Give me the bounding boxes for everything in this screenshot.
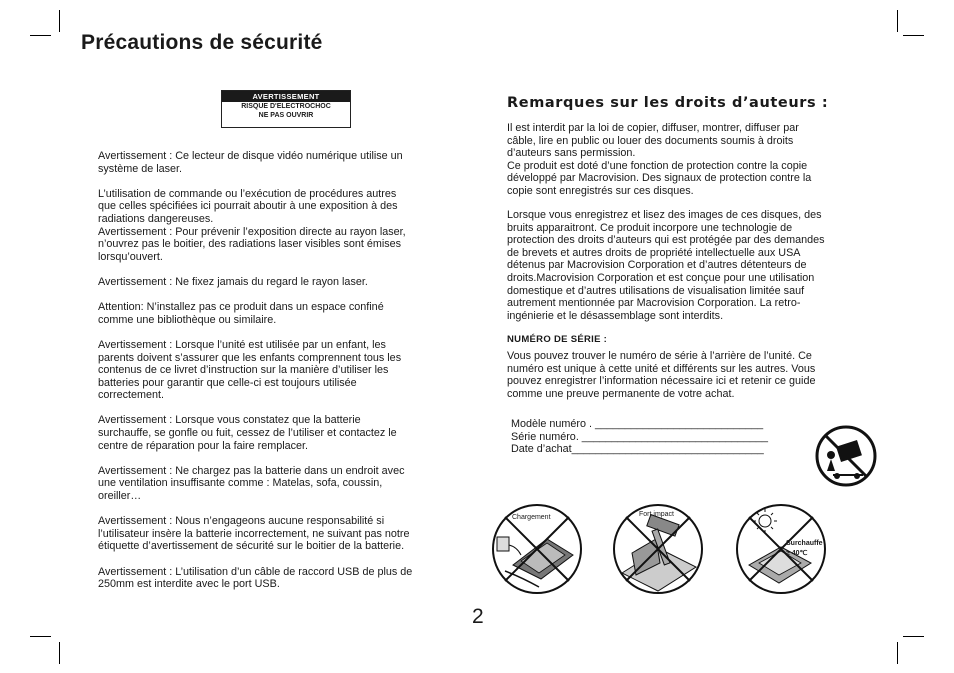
crop-mark <box>59 642 60 664</box>
copyright-paragraph: Lorsque vous enregistrez et lisez des images de ces disques, des bruits apparaitront. Ce produit incorpore une technologie de protection des droits d’auteurs qui est protégée par des demandes de brevets et autres droits de propriété intellectuelle aux USA détenus par Macrovision Corporation et d’autres détenteurs de droits.Macrovision Corporation et est conçue pour une utilisation domestique et d’autres utilisations de visualisation limitée sauf autrement mentionnée par Macrovision Corporation. La retro- ingénierie et le désassemblage sont interdits. <box>507 209 825 322</box>
copyright-paragraph: Il est interdit par la loi de copier, diffuser, montrer, diffuser par câble, lire en public ou louer des documents soumis à droits d’auteurs sans permission. Ce produit est doté d’une fonction de protection contre la copie développé par Macrovision. Des signaux de protection contre la copie sont enregistrés sur ces disques. <box>507 122 812 197</box>
copyright-text <box>507 122 867 198</box>
no-cart-tipover-icon <box>813 425 879 487</box>
warning-paragraph: Avertissement : Nous n’engageons aucune responsabilité si l’utilisateur insère la batterie incorrectement, ne suivant pas notre étiquette d’avertissement de sécurité sur le boitier de la batterie. <box>98 515 410 553</box>
model-number-field[interactable]: Modèle numéro . ____________________________ <box>511 418 764 430</box>
overheat-temperature: ≥ 40℃ <box>786 550 808 557</box>
crop-mark <box>897 10 898 32</box>
warning-paragraph: Avertissement : Lorsque vous constatez que la batterie surchauffe, se gonfle ou fuit, cessez de l’utiliser et contactez le centre de réparation pour la faire remplacer. <box>98 414 397 452</box>
crop-mark <box>30 636 51 637</box>
warning-paragraph: Avertissement : Ce lecteur de disque vidéo numérique utilise un système de laser. <box>98 150 403 175</box>
crop-mark <box>30 35 51 36</box>
warning-paragraph: Avertissement : Lorsque l’unité est utilisée par un enfant, les parents doivent s’assurer que les enfants comprennent tous les contenus de ce livret d’instruction sur la manière d’utiliser les batteries pour garantir que celle-ci est toujours utilisée correctement. <box>98 338 402 402</box>
no-overheat-icon <box>735 503 827 595</box>
purchase-date-field[interactable]: Date d’achat________________________________ <box>511 443 764 456</box>
warning-paragraph: Avertissement : L’utilisation d’un câble de raccord USB de plus de 250mm est interdite avec le port USB. <box>98 565 413 591</box>
serial-paragraph: Vous pouvez trouver le numéro de série à l’arrière de l’unité. Ce numéro est unique à cette unité et différents sur les autres. Vous pouvez enregistrer l’information nécessaire ici et retenir ce guide comme une preuve permanente de votre achat. <box>507 350 816 400</box>
page-number: 2 <box>472 605 484 628</box>
crop-mark <box>897 642 898 664</box>
warning-paragraph: L’utilisation de commande ou l’exécution de procédures autres que celles spécifiées ici pourrait aboutir à une exposition à des radiations dangereuses. Avertissement : Pour prévenir l’exposition directe au rayon laser, n’ouvrez pas le boitier, des radiations laser visibles sont émises lorsqu’ouvert. <box>98 187 406 263</box>
warning-label-box <box>221 90 351 128</box>
copyright-text <box>507 209 867 322</box>
serial-number-field[interactable]: Série numéro. _______________________________ <box>511 430 768 443</box>
crop-mark <box>903 636 924 637</box>
crop-mark <box>59 10 60 32</box>
warning-label-line: RISQUE D'ELECTROCHOC <box>241 103 331 110</box>
safety-warnings <box>98 150 468 603</box>
warning-paragraph: Avertissement : Ne fixez jamais du regard le rayon laser. <box>98 275 368 288</box>
warning-label-line: NE PAS OUVRIR <box>258 112 314 119</box>
serial-text <box>507 350 867 400</box>
warning-paragraph: Attention: N’installez pas ce produit dans un espace confiné comme une bibliothèque ou similaire. <box>98 301 384 326</box>
charging-label: Chargement <box>512 514 551 521</box>
impact-label: Fort impact <box>639 511 675 518</box>
copyright-heading: Remarques sur les droits d’auteurs : <box>507 95 829 111</box>
serial-fields <box>511 418 768 456</box>
page-title: Précautions de sécurité <box>81 31 323 54</box>
crop-mark <box>903 35 924 36</box>
warning-paragraph: Avertissement : Ne chargez pas la batterie dans un endroit avec une ventilation insuffisante comme : Matelas, sofa, coussin, oreiller… <box>98 464 405 503</box>
serial-heading: NUMÉRO DE SÉRIE : <box>507 334 608 345</box>
overheat-label: Surchauffe <box>786 540 823 547</box>
warning-label-header: AVERTISSEMENT <box>222 91 350 102</box>
